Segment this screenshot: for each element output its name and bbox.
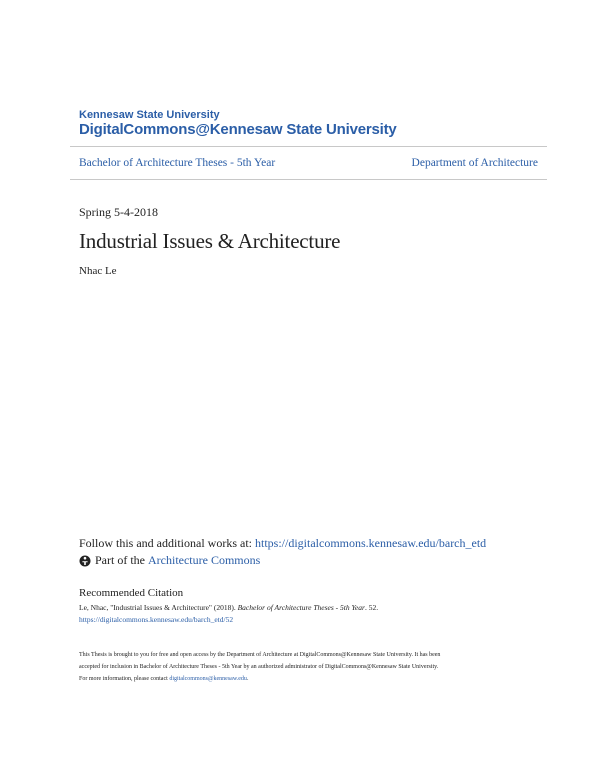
- author-name: Nhac Le: [79, 265, 117, 277]
- part-of-label: Part of the: [95, 553, 145, 567]
- citation-url-link[interactable]: https://digitalcommons.kennesaw.edu/barch_etd/52: [79, 615, 234, 624]
- header-divider-bottom: [70, 179, 547, 180]
- creative-commons-icon: [79, 555, 91, 567]
- header-divider-top: [70, 146, 547, 147]
- citation-series: Bachelor of Architecture Theses - 5th Year: [237, 603, 365, 612]
- notice-contact-prefix: For more information, please contact: [79, 676, 168, 682]
- collection-link[interactable]: Bachelor of Architecture Theses - 5th Year: [79, 157, 276, 169]
- citation-suffix: . 52.: [364, 603, 379, 612]
- notice-line-1: This Thesis is brought to you for free and open access by the Department of Architecture at DigitalCommons@Kennesaw State University. It has been: [79, 652, 441, 658]
- architecture-commons-link[interactable]: Architecture Commons: [148, 553, 261, 567]
- access-notice: [79, 649, 539, 685]
- follow-url-link[interactable]: https://digitalcommons.kennesaw.edu/barch_etd: [255, 536, 487, 550]
- recommended-citation-heading: Recommended Citation: [79, 587, 184, 599]
- repository-name[interactable]: DigitalCommons@Kennesaw State University: [79, 121, 397, 138]
- institution-name: Kennesaw State University: [79, 109, 220, 121]
- publication-date: Spring 5-4-2018: [79, 205, 158, 219]
- department-link[interactable]: Department of Architecture: [411, 157, 538, 169]
- citation-text: [79, 603, 378, 612]
- notice-line-3: [79, 673, 539, 685]
- notice-line-2: accepted for inclusion in Bachelor of Architecture Theses - 5th Year by an authorized administrator of DigitalCommons@Kennesaw State University.: [79, 664, 439, 670]
- citation-prefix: Le, Nhac, "Industrial Issues & Architecture" (2018).: [79, 603, 236, 612]
- notice-contact-suffix: .: [246, 676, 249, 682]
- paper-title: Industrial Issues & Architecture: [79, 229, 341, 253]
- follow-label: Follow this and additional works at:: [79, 536, 252, 550]
- contact-email-link[interactable]: digitalcommons@kennesaw.edu: [169, 676, 247, 682]
- follow-line: [79, 536, 486, 551]
- part-of-line: [79, 553, 260, 568]
